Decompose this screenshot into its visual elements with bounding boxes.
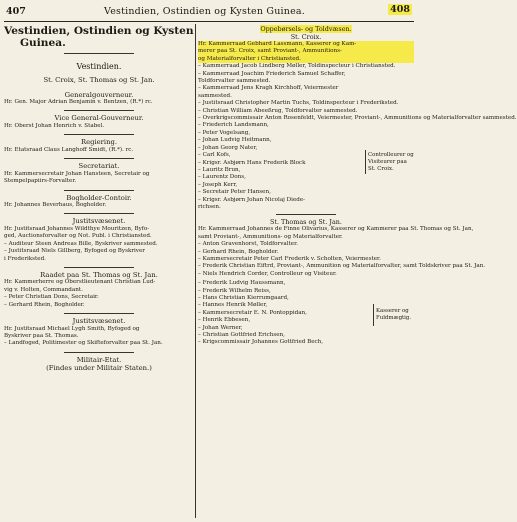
entry: vig v. Holten, Commandant. <box>4 286 83 293</box>
brace <box>373 304 374 326</box>
entry: Stempelpapiirs-Forvalter. <box>4 178 77 185</box>
entry: ged, Auctionsforvalter og Not. Publ. i Christiansted. <box>4 233 152 240</box>
divider <box>64 190 134 191</box>
heading: Secretariat. <box>78 162 120 171</box>
heading: Vice General-Gouverneur. <box>54 114 144 123</box>
sub-heading-thomas: St. Thomas og St. Jan. <box>270 218 342 227</box>
divider <box>64 134 134 135</box>
entry: – Krigsr. Asbjørn Hans Frederik Block <box>198 159 306 166</box>
entry: samt Proviant-, Ammunitions- og Materialforvalter. <box>198 233 343 240</box>
divider <box>64 158 134 159</box>
entry: Hr. Justitsraad Johannes Wildthye Mouritzen, Byfo- <box>4 225 150 232</box>
left-column <box>4 25 194 373</box>
section-title-l2: Guinea. <box>20 37 66 49</box>
entry: Hr. Kammersecretair Johan Hansteen, Secretair og <box>4 170 150 177</box>
entry: – Niels Hendrich Corder, Controlleur og Visiteur. <box>198 270 337 277</box>
entry: Hr. Kammerraad Johannes de Finne Olivarius, Kasserer og Kammerer paa St. Thomas og St. Jan, <box>198 226 474 233</box>
entry: Hr. Kammerherre og Oberstlieutenant Christian Lud- <box>4 279 156 286</box>
entry: – Justitsraad Christopher Martin Tuchs, Toldinspecteur i Frederiksted. <box>198 100 399 107</box>
entry: – Frederik Ludvig Haussmann, <box>198 280 286 287</box>
entry: Hr. Oberst Johan Henrich v. Stabel. <box>4 122 105 129</box>
entry: – Gerhard Rhein, Bogholder. <box>4 301 85 308</box>
entry: – Kammerraad Joachim Friederich Samuel Schaffer, <box>198 70 346 77</box>
entry: i Frederiksted. <box>4 255 46 262</box>
entry: – Lauritz Brun, <box>198 166 241 173</box>
entry: – Carl Kofs, <box>198 152 231 159</box>
section-title-l1: Vestindien, Ostindien og Kysten <box>4 25 194 37</box>
page-number-right: 408 <box>390 4 410 15</box>
divider <box>64 213 134 214</box>
entry: – Overkrigscommissair Anton Rosenfeldt, Veiermester, Proviant-, Ammunitions og Materialforvalter sammested. <box>198 115 517 122</box>
entry: – Kammerraad Jacob Lindberg Møller, Toldinspecteur i Christiansted. <box>198 63 396 70</box>
entry: – Friederich Landsmann, <box>198 122 269 129</box>
entry: Hr. Justitsraad Michael Lygh Smith, Byfoged og <box>4 325 140 332</box>
entry: sammested. <box>198 92 232 99</box>
divider <box>64 267 134 268</box>
brace <box>365 150 366 174</box>
entry: – Auditeur Steen Andreas Bille, Byskriver sammested. <box>4 240 158 247</box>
entry: Hr. Johannes Beverhaus, Bogholder. <box>4 202 107 209</box>
entry: – Krigscommissair Johannes Gottfried Bech, <box>198 339 324 346</box>
divider <box>64 352 134 353</box>
running-header <box>6 6 412 20</box>
divider <box>64 53 134 54</box>
entry: richsen. <box>198 203 221 210</box>
heading-vestindien: Vestindien. <box>76 62 122 71</box>
running-title: Vestindien, Ostindien og Kysten Guinea. <box>104 6 305 17</box>
entry: – Hans Christian Kierrumgaard, <box>198 295 289 301</box>
divider <box>276 214 336 215</box>
entry: – Peter Vogelsang, <box>198 129 251 136</box>
page-number-left: 407 <box>6 6 26 17</box>
kasserer-group <box>198 280 414 347</box>
note: (Findes under Militair Staten.) <box>46 364 152 373</box>
entry: – Kammerraad Jens Kragh Kirchhoff, Veiermester <box>198 85 339 92</box>
sub-heading-croix: St. Croix. <box>290 33 322 41</box>
entry: – Hannes Henrik Møller, <box>198 302 268 309</box>
entry: – Johan Werner, <box>198 324 243 331</box>
heading: Justitsvæsenet. <box>72 317 126 326</box>
entry-highlight: merer paa St. Croix, samt Proviant-, Ammunitions- <box>198 48 414 55</box>
heading: Raadet paa St. Thomas og St. Jan. <box>40 270 158 279</box>
entry: – Joseph Kerr, <box>198 181 238 188</box>
heading: Regiering. <box>81 138 117 147</box>
entry-highlight: Hr. Kammerraad Gebhard Lassmann, Kasserer og Kam- <box>198 41 414 48</box>
entry: – Frederik Christian Eiftrd, Proviant-, Ammunition og Materialforvalter, samt Toldskriver paa St. Jan. <box>198 263 486 270</box>
entry: – Krigsr. Asbjørn Johan Nicolaj Diede- <box>198 196 306 203</box>
heading: Bogholder-Contoir. <box>66 193 132 202</box>
entry: – Gerhard Rhein, Bogholder. <box>198 248 279 255</box>
column-divider <box>195 24 196 518</box>
right-column <box>198 25 517 347</box>
section-heading: Oppebørsels- og Toldvæsen. <box>260 25 352 33</box>
entry: Hr. Etatsraad Claus Langhoff Smidt, (R.*). rc. <box>4 146 134 153</box>
entry: Byskriver paa St. Thomas. <box>4 333 79 339</box>
heading: Generalgouverneur. <box>64 90 134 99</box>
entry: – Johan Ludvig Heitmann, <box>198 137 272 144</box>
entry: – Secretair Peter Hansen, <box>198 189 271 196</box>
brace-label: Controlleurer og Visiteurer paa St. Croix. <box>368 152 414 173</box>
entry: – Henrik Ebbesen, <box>198 317 251 324</box>
entry: – Peter Christian Dons, Secretair. <box>4 294 99 301</box>
entry: – Landfoged, Politimester og Skifteforvalter paa St. Jan. <box>4 340 163 347</box>
entry: – Johan Georg Nater, <box>198 144 258 151</box>
entry-highlight: og Materialforvalter i Christiansted. <box>198 56 414 63</box>
entry: – Christian William Abeeßrug, Toldforvalter sammested. <box>198 107 358 114</box>
entry: – Justitsraad Niels Gillberg, Byfoged og Byskriver <box>4 248 145 255</box>
entry: – Kammersecretair Peter Carl Frederik v. Scholten, Veiermester. <box>198 255 381 262</box>
heading: Militair-Etat. <box>76 355 122 364</box>
brace-label: Kasserer og Fuldmægtig. <box>376 308 412 322</box>
divider <box>64 110 134 111</box>
entry: – Frederik Wilhelm Reiss, <box>198 287 271 294</box>
divider <box>64 313 134 314</box>
entry: – Christian Gottfried Erichsen, <box>198 332 285 339</box>
entry: – Kammersecretair E. N. Pontoppidan, <box>198 309 307 316</box>
header-rule <box>4 21 414 22</box>
entry: – Anton Gravenhorst, Toldforvalter. <box>198 241 298 248</box>
heading: Justitsvæsenet. <box>72 217 126 226</box>
entry: Toldforvalter sammested. <box>198 78 271 85</box>
heading-islands: St. Croix, St. Thomas og St. Jan. <box>43 76 155 84</box>
entry: – Laurentz Dons, <box>198 174 246 181</box>
entry: Hr. Gen. Major Adrian Benjamin v. Bentzen, (R.*) rc. <box>4 99 153 105</box>
controlleur-group <box>198 122 414 211</box>
